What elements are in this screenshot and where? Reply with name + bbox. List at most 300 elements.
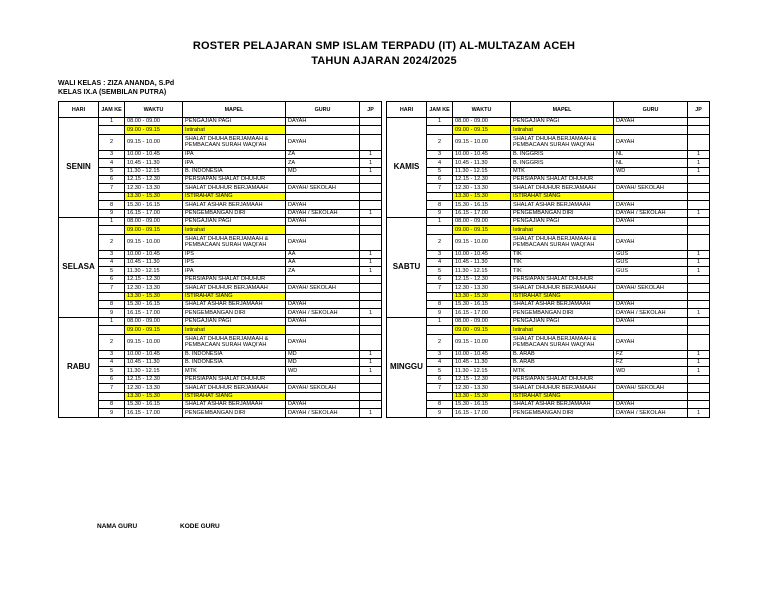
table-row	[59, 234, 382, 250]
table-row	[59, 126, 382, 134]
jp-cell	[360, 234, 382, 250]
table-header-row	[387, 102, 710, 118]
jp-cell	[360, 334, 382, 350]
mapel-cell: Istirahat	[511, 226, 614, 234]
guru-cell	[286, 226, 360, 234]
jam-cell: 7	[427, 184, 453, 192]
jp-cell	[360, 392, 382, 400]
guru-cell: MD	[286, 167, 360, 175]
waktu-cell: 10.45 - 11.30	[453, 358, 511, 366]
guru-cell	[614, 126, 688, 134]
guru-cell: DAYAH	[614, 234, 688, 250]
jam-cell: 7	[99, 284, 125, 292]
mapel-cell: IPS	[183, 259, 286, 267]
table-row	[387, 267, 710, 275]
waktu-cell: 10.45 - 11.30	[453, 259, 511, 267]
nama-guru-label: NAMA GURU	[97, 523, 138, 530]
mapel-cell: ISTIRAHAT SIANG	[511, 192, 614, 200]
jam-cell: 8	[99, 301, 125, 309]
jam-cell: 3	[99, 150, 125, 158]
table-row	[387, 392, 710, 400]
table-row	[387, 167, 710, 175]
table-row	[59, 334, 382, 350]
jam-cell	[99, 392, 125, 400]
table-row	[59, 292, 382, 300]
guru-cell: DAYAH	[286, 400, 360, 408]
waktu-cell: 11.30 - 12.15	[125, 167, 183, 175]
table-row	[387, 350, 710, 358]
guru-cell: GUS	[614, 259, 688, 267]
waktu-cell: 10.00 - 10.45	[453, 250, 511, 258]
table-row	[59, 284, 382, 292]
header-mapel: MAPEL	[511, 102, 614, 118]
mapel-cell: SHALAT DHUHA BERJAMAAH & PEMBACAAN SURAH WAQI'AH	[183, 334, 286, 350]
mapel-cell: PERSIAPAN SHALAT DHUHUR	[511, 375, 614, 383]
table-row	[387, 375, 710, 383]
table-row	[59, 267, 382, 275]
mapel-cell: MTK	[183, 367, 286, 375]
guru-cell: WD	[614, 167, 688, 175]
jp-cell	[360, 217, 382, 225]
jam-cell	[427, 292, 453, 300]
guru-cell: DAYAH	[286, 301, 360, 309]
jp-cell	[688, 392, 710, 400]
jam-cell	[99, 226, 125, 234]
jp-cell	[360, 375, 382, 383]
table-row	[387, 209, 710, 217]
mapel-cell: ISTIRAHAT SIANG	[183, 192, 286, 200]
day-name-cell: RABU	[59, 317, 99, 417]
waktu-cell: 09.00 - 09.15	[125, 326, 183, 334]
waktu-cell: 15.30 - 16.15	[453, 201, 511, 209]
jp-cell	[688, 192, 710, 200]
jam-cell	[99, 292, 125, 300]
jam-cell: 2	[427, 334, 453, 350]
waktu-cell: 16.15 - 17.00	[453, 209, 511, 217]
jam-cell: 2	[99, 334, 125, 350]
mapel-cell: SHALAT DHUHA BERJAMAAH & PEMBACAAN SURAH WAQI'AH	[511, 134, 614, 150]
table-row	[59, 159, 382, 167]
waktu-cell: 16.15 - 17.00	[453, 309, 511, 317]
table-row	[59, 409, 382, 417]
mapel-cell: B. INGGRIS	[511, 159, 614, 167]
mapel-cell: ISTIRAHAT SIANG	[183, 292, 286, 300]
table-row	[59, 317, 382, 325]
table-row	[59, 309, 382, 317]
guru-cell: DAYAH	[286, 201, 360, 209]
mapel-cell: PENGAJIAN PAGI	[183, 118, 286, 126]
jam-cell: 9	[99, 209, 125, 217]
guru-cell: FZ	[614, 350, 688, 358]
table-row	[387, 317, 710, 325]
waktu-cell: 15.30 - 16.15	[125, 400, 183, 408]
table-row	[59, 367, 382, 375]
jam-cell: 4	[427, 259, 453, 267]
mapel-cell: ISTIRAHAT SIANG	[183, 392, 286, 400]
mapel-cell: PERSIAPAN SHALAT DHUHUR	[183, 275, 286, 283]
table-row	[387, 326, 710, 334]
jp-cell: 1	[360, 350, 382, 358]
jam-cell: 6	[99, 375, 125, 383]
table-row	[387, 400, 710, 408]
table-row	[387, 334, 710, 350]
guru-cell: DAYAH/ SEKOLAH	[614, 184, 688, 192]
table-row	[59, 226, 382, 234]
jp-cell	[688, 317, 710, 325]
table-row	[59, 192, 382, 200]
table-row	[387, 309, 710, 317]
jp-cell: 1	[360, 409, 382, 417]
wali-kelas-label: WALI KELAS : ZIZA ANANDA, S.Pd	[58, 80, 175, 87]
waktu-cell: 10.45 - 11.30	[125, 358, 183, 366]
jam-cell: 9	[427, 409, 453, 417]
jam-cell: 3	[427, 350, 453, 358]
guru-cell	[286, 375, 360, 383]
guru-cell	[614, 375, 688, 383]
jp-cell	[688, 326, 710, 334]
mapel-cell: PENGAJIAN PAGI	[183, 217, 286, 225]
jp-cell: 1	[688, 167, 710, 175]
jp-cell: 1	[688, 250, 710, 258]
mapel-cell: SHALAT DHUHUR BERJAMAAH	[511, 184, 614, 192]
waktu-cell: 12.30 - 13.30	[125, 284, 183, 292]
guru-cell: DAYAH/ SEKOLAH	[286, 384, 360, 392]
mapel-cell: SHALAT DHUHUR BERJAMAAH	[183, 284, 286, 292]
jp-cell	[688, 184, 710, 192]
guru-cell	[614, 326, 688, 334]
waktu-cell: 11.30 - 12.15	[453, 267, 511, 275]
mapel-cell: SHALAT ASHAR BERJAMAAH	[183, 201, 286, 209]
header-waktu: WAKTU	[453, 102, 511, 118]
jp-cell: 1	[360, 267, 382, 275]
mapel-cell: SHALAT ASHAR BERJAMAAH	[511, 201, 614, 209]
kode-guru-label: KODE GURU	[180, 523, 220, 530]
jam-cell: 8	[99, 400, 125, 408]
header-hari: HARI	[59, 102, 99, 118]
jp-cell	[360, 301, 382, 309]
jp-cell	[360, 400, 382, 408]
jam-cell: 2	[99, 234, 125, 250]
table-row	[59, 250, 382, 258]
jam-cell: 5	[427, 267, 453, 275]
table-row	[59, 217, 382, 225]
table-row	[59, 134, 382, 150]
waktu-cell: 09.15 - 10.00	[453, 234, 511, 250]
guru-cell: AA	[286, 259, 360, 267]
jp-cell	[360, 384, 382, 392]
jp-cell	[688, 334, 710, 350]
mapel-cell: PENGAJIAN PAGI	[511, 118, 614, 126]
jam-cell: 5	[99, 367, 125, 375]
jam-cell: 9	[427, 209, 453, 217]
waktu-cell: 16.15 - 17.00	[125, 409, 183, 417]
guru-cell: DAYAH / SEKOLAH	[614, 209, 688, 217]
waktu-cell: 09.00 - 09.15	[453, 226, 511, 234]
waktu-cell: 10.00 - 10.45	[125, 250, 183, 258]
waktu-cell: 12.30 - 13.30	[125, 184, 183, 192]
jam-cell: 8	[99, 201, 125, 209]
day-name-cell: SABTU	[387, 217, 427, 317]
mapel-cell: PENGAJIAN PAGI	[511, 217, 614, 225]
guru-cell	[286, 292, 360, 300]
jp-cell: 1	[360, 358, 382, 366]
jp-cell: 1	[688, 409, 710, 417]
jp-cell	[688, 400, 710, 408]
jam-cell: 2	[427, 234, 453, 250]
jp-cell: 1	[688, 358, 710, 366]
mapel-cell: Istirahat	[183, 226, 286, 234]
waktu-cell: 16.15 - 17.00	[453, 409, 511, 417]
jam-cell: 1	[427, 317, 453, 325]
guru-cell: DAYAH	[614, 334, 688, 350]
jp-cell: 1	[360, 259, 382, 267]
jam-cell: 7	[99, 384, 125, 392]
guru-cell: DAYAH/ SEKOLAH	[286, 184, 360, 192]
jp-cell	[360, 118, 382, 126]
jam-cell: 8	[427, 201, 453, 209]
jp-cell	[360, 201, 382, 209]
jp-cell: 1	[688, 367, 710, 375]
table-row	[59, 118, 382, 126]
jp-cell	[688, 284, 710, 292]
guru-cell: NL	[614, 150, 688, 158]
guru-cell: DAYAH	[614, 301, 688, 309]
jp-cell	[688, 384, 710, 392]
roster-table-right	[386, 101, 710, 418]
waktu-cell: 10.00 - 10.45	[125, 150, 183, 158]
day-name-cell: MINGGU	[387, 317, 427, 417]
jp-cell	[688, 234, 710, 250]
jam-cell	[427, 226, 453, 234]
mapel-cell: PENGEMBANGAN DIRI	[183, 309, 286, 317]
waktu-cell: 13.30 - 15.30	[453, 292, 511, 300]
waktu-cell: 13.30 - 15.30	[453, 392, 511, 400]
day-name-cell: SENIN	[59, 118, 99, 218]
jp-cell	[360, 175, 382, 183]
guru-cell: DAYAH	[614, 201, 688, 209]
mapel-cell: MTK	[511, 367, 614, 375]
jp-cell	[688, 201, 710, 209]
jam-cell: 4	[427, 159, 453, 167]
mapel-cell: SHALAT DHUHUR BERJAMAAH	[183, 384, 286, 392]
mapel-cell: SHALAT ASHAR BERJAMAAH	[183, 301, 286, 309]
jp-cell	[688, 126, 710, 134]
guru-cell	[286, 175, 360, 183]
guru-cell: WD	[286, 367, 360, 375]
waktu-cell: 16.15 - 17.00	[125, 209, 183, 217]
table-row	[387, 175, 710, 183]
jam-cell: 1	[427, 118, 453, 126]
jam-cell: 9	[99, 309, 125, 317]
jam-cell: 3	[99, 350, 125, 358]
header-mapel: MAPEL	[183, 102, 286, 118]
jp-cell: 1	[688, 209, 710, 217]
mapel-cell: PENGAJIAN PAGI	[511, 317, 614, 325]
header-guru: GURU	[286, 102, 360, 118]
jam-cell: 3	[99, 250, 125, 258]
table-row	[59, 167, 382, 175]
waktu-cell: 13.30 - 15.30	[453, 192, 511, 200]
waktu-cell: 09.15 - 10.00	[453, 134, 511, 150]
guru-cell: ZA	[286, 267, 360, 275]
mapel-cell: SHALAT ASHAR BERJAMAAH	[183, 400, 286, 408]
mapel-cell: SHALAT DHUHUR BERJAMAAH	[511, 384, 614, 392]
waktu-cell: 12.30 - 13.30	[453, 384, 511, 392]
jp-cell	[688, 301, 710, 309]
guru-cell: DAYAH/ SEKOLAH	[286, 284, 360, 292]
table-row	[387, 159, 710, 167]
waktu-cell: 09.15 - 10.00	[125, 134, 183, 150]
jam-cell: 4	[427, 358, 453, 366]
waktu-cell: 10.00 - 10.45	[453, 350, 511, 358]
jp-cell	[688, 175, 710, 183]
jam-cell: 5	[427, 367, 453, 375]
table-row	[59, 392, 382, 400]
jp-cell: 1	[360, 150, 382, 158]
guru-cell: DAYAH / SEKOLAH	[614, 409, 688, 417]
table-row	[59, 259, 382, 267]
jp-cell: 1	[360, 209, 382, 217]
waktu-cell: 11.30 - 12.15	[453, 367, 511, 375]
mapel-cell: PENGEMBANGAN DIRI	[183, 209, 286, 217]
table-row	[59, 275, 382, 283]
mapel-cell: PENGEMBANGAN DIRI	[511, 409, 614, 417]
table-row	[59, 384, 382, 392]
table-row	[387, 217, 710, 225]
mapel-cell: PENGEMBANGAN DIRI	[183, 409, 286, 417]
mapel-cell: IPS	[183, 250, 286, 258]
table-row	[59, 209, 382, 217]
jam-cell: 1	[99, 217, 125, 225]
jp-cell	[360, 134, 382, 150]
jp-cell: 1	[360, 309, 382, 317]
table-row	[387, 150, 710, 158]
guru-cell: ZA	[286, 150, 360, 158]
guru-cell: DAYAH/ SEKOLAH	[614, 284, 688, 292]
table-row	[387, 250, 710, 258]
guru-cell: DAYAH	[614, 134, 688, 150]
guru-cell: MD	[286, 350, 360, 358]
jam-cell	[427, 192, 453, 200]
waktu-cell: 10.00 - 10.45	[125, 350, 183, 358]
mapel-cell: SHALAT DHUHUR BERJAMAAH	[183, 184, 286, 192]
guru-cell: MD	[286, 358, 360, 366]
guru-cell: GUS	[614, 267, 688, 275]
guru-cell	[614, 226, 688, 234]
jam-cell	[99, 192, 125, 200]
table-row	[387, 275, 710, 283]
jp-cell	[360, 226, 382, 234]
table-row	[387, 301, 710, 309]
waktu-cell: 12.15 - 12.30	[453, 275, 511, 283]
jp-cell: 1	[360, 159, 382, 167]
guru-cell: DAYAH / SEKOLAH	[614, 309, 688, 317]
table-row	[387, 367, 710, 375]
jp-cell	[360, 317, 382, 325]
guru-cell	[614, 192, 688, 200]
waktu-cell: 10.00 - 10.45	[453, 150, 511, 158]
jp-cell	[360, 126, 382, 134]
waktu-cell: 08.00 - 09.00	[125, 118, 183, 126]
guru-cell: DAYAH	[614, 317, 688, 325]
table-header-row	[59, 102, 382, 118]
mapel-cell: B. INDONESIA	[183, 350, 286, 358]
guru-cell	[614, 392, 688, 400]
jp-cell	[360, 192, 382, 200]
page-subtitle: TAHUN AJARAN 2024/2025	[311, 55, 457, 67]
jam-cell: 1	[99, 317, 125, 325]
mapel-cell: SHALAT DHUHUR BERJAMAAH	[511, 284, 614, 292]
waktu-cell: 09.00 - 09.15	[125, 126, 183, 134]
header-jp: JP	[360, 102, 382, 118]
waktu-cell: 12.30 - 13.30	[453, 284, 511, 292]
waktu-cell: 10.45 - 11.30	[125, 159, 183, 167]
mapel-cell: PERSIAPAN SHALAT DHUHUR	[183, 175, 286, 183]
table-row	[59, 201, 382, 209]
day-name-cell: SELASA	[59, 217, 99, 317]
page-title: ROSTER PELAJARAN SMP ISLAM TERPADU (IT) AL-MULTAZAM ACEH	[192, 40, 576, 52]
guru-cell: DAYAH	[614, 400, 688, 408]
table-row	[59, 301, 382, 309]
jam-cell: 5	[99, 167, 125, 175]
mapel-cell: Istirahat	[511, 326, 614, 334]
jam-cell: 6	[99, 275, 125, 283]
guru-cell: DAYAH	[286, 217, 360, 225]
mapel-cell: IPA	[183, 267, 286, 275]
guru-cell: DAYAH	[614, 118, 688, 126]
guru-cell: DAYAH	[614, 217, 688, 225]
jam-cell: 1	[99, 118, 125, 126]
waktu-cell: 15.30 - 16.15	[125, 301, 183, 309]
table-row	[59, 358, 382, 366]
mapel-cell: B. INDONESIA	[183, 167, 286, 175]
mapel-cell: B. INDONESIA	[183, 358, 286, 366]
jp-cell	[360, 326, 382, 334]
jam-cell: 6	[427, 175, 453, 183]
waktu-cell: 15.30 - 16.15	[453, 301, 511, 309]
mapel-cell: SHALAT DHUHA BERJAMAAH & PEMBACAAN SURAH WAQI'AH	[183, 134, 286, 150]
mapel-cell: SHALAT DHUHA BERJAMAAH & PEMBACAAN SURAH WAQI'AH	[183, 234, 286, 250]
waktu-cell: 13.30 - 15.30	[125, 392, 183, 400]
mapel-cell: B. ARAB	[511, 358, 614, 366]
guru-cell: DAYAH	[286, 334, 360, 350]
mapel-cell: SHALAT DHUHA BERJAMAAH & PEMBACAAN SURAH WAQI'AH	[511, 234, 614, 250]
waktu-cell: 11.30 - 12.15	[125, 367, 183, 375]
guru-cell: AA	[286, 250, 360, 258]
waktu-cell: 15.30 - 16.15	[125, 201, 183, 209]
guru-cell: FZ	[614, 358, 688, 366]
table-row	[387, 234, 710, 250]
day-name-cell: KAMIS	[387, 118, 427, 218]
header-waktu: WAKTU	[125, 102, 183, 118]
waktu-cell: 13.30 - 15.30	[125, 292, 183, 300]
table-row	[59, 400, 382, 408]
mapel-cell: IPA	[183, 159, 286, 167]
mapel-cell: PENGAJIAN PAGI	[183, 317, 286, 325]
jam-cell: 5	[427, 167, 453, 175]
jam-cell: 7	[427, 284, 453, 292]
jp-cell: 1	[688, 150, 710, 158]
guru-cell	[614, 175, 688, 183]
waktu-cell: 12.15 - 12.30	[125, 375, 183, 383]
guru-cell: DAYAH	[286, 118, 360, 126]
jam-cell: 8	[427, 400, 453, 408]
jam-cell: 4	[99, 358, 125, 366]
mapel-cell: B. INGGRIS	[511, 150, 614, 158]
waktu-cell: 16.15 - 17.00	[125, 309, 183, 317]
waktu-cell: 12.30 - 13.30	[453, 184, 511, 192]
jam-cell: 9	[427, 309, 453, 317]
